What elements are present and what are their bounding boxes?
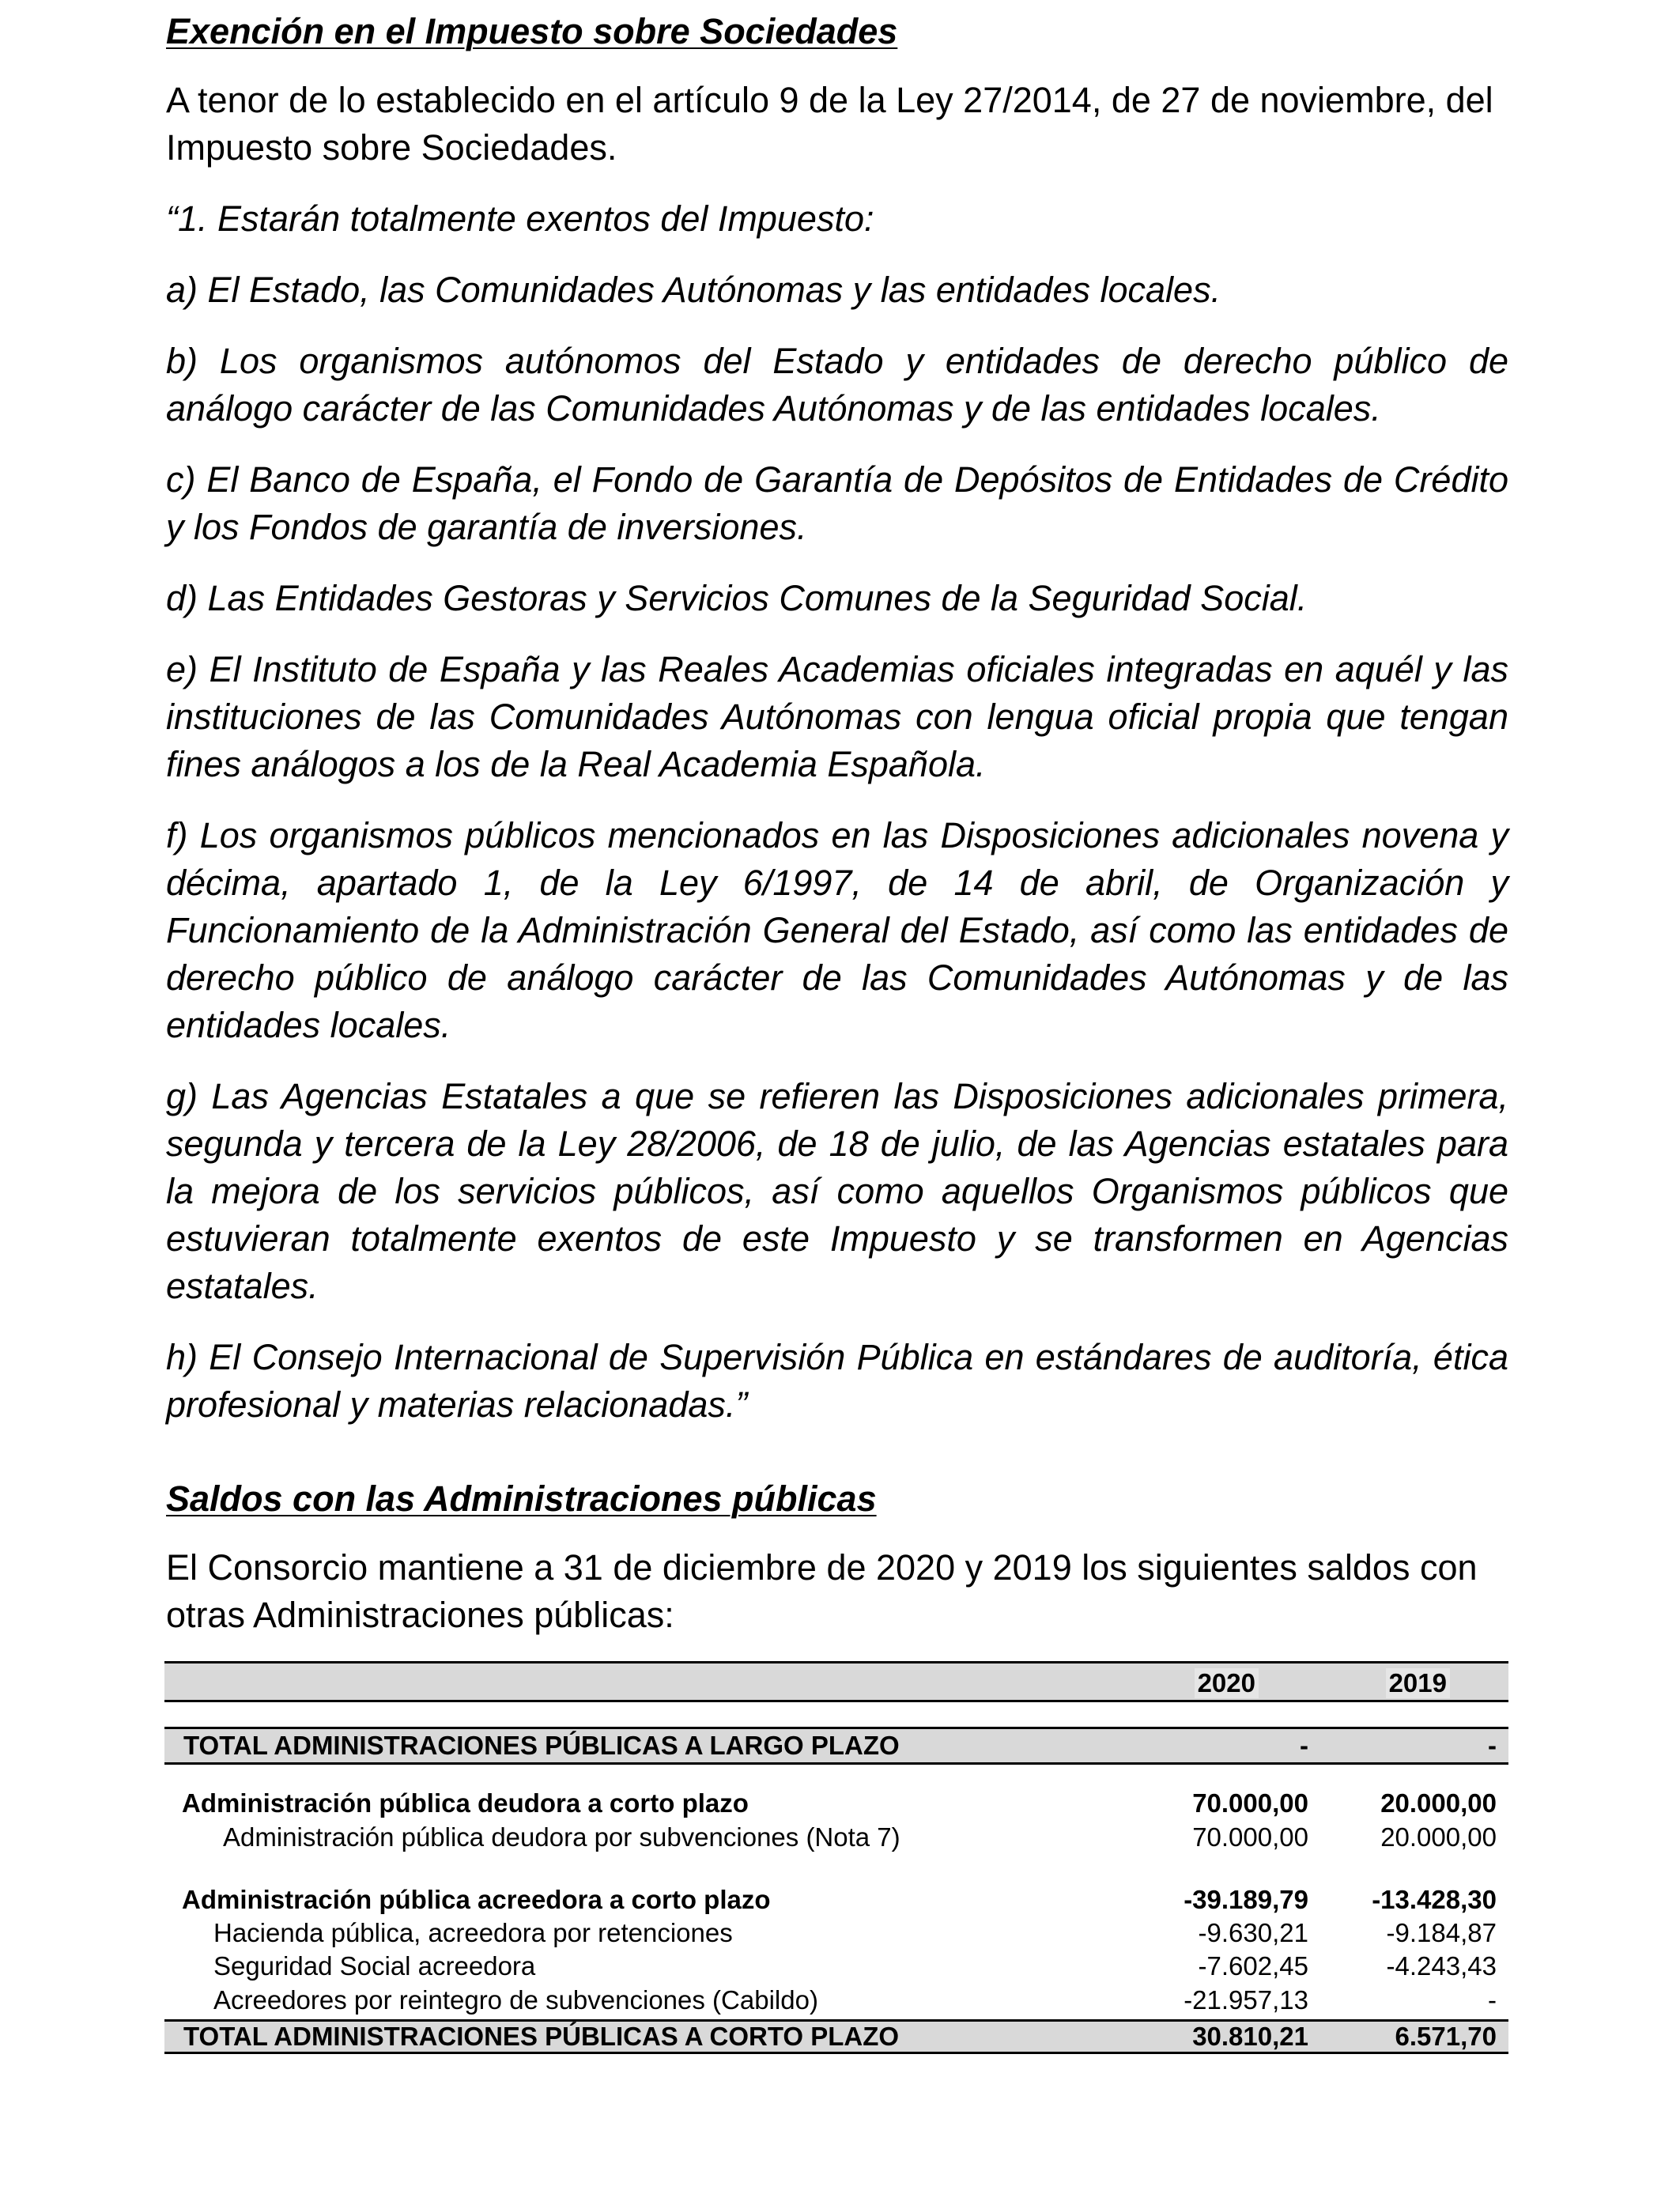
row-label: TOTAL ADMINISTRACIONES PÚBLICAS A CORTO PLAZO [183, 2022, 900, 2051]
value-2019: - [1488, 1985, 1497, 2015]
value-2020: -39.189,79 [1184, 1885, 1308, 1914]
value-2019: -13.428,30 [1372, 1885, 1497, 1914]
intro-paragraph: A tenor de lo establecido en el artículo 9 de la Ley 27/2014, de 27 de noviembre, del Impuesto sobre Sociedades. [166, 80, 1493, 168]
value-2020: 70.000,00 [1192, 1788, 1308, 1818]
creditor-subtotal-row [164, 1885, 1508, 1916]
list-item-h: h) El Consejo Internacional de Supervisión Pública en estándares de auditoría, ética profesional y materias relacionadas.” [166, 1337, 1508, 1425]
list-item-g: g) Las Agencias Estatales a que se refieren las Disposiciones adicionales primera, segunda y tercera de la Ley 28/2006, de 18 de julio, de las Agencias estatales para la mejora de los servicios públicos, así como aquellos Organismos públicos que estuvieran totalmente exentos de este Impuesto y se transformen en Agencias estatales. [166, 1076, 1508, 1306]
row-label: TOTAL ADMINISTRACIONES PÚBLICAS A LARGO PLAZO [183, 1731, 900, 1760]
table-row [164, 1822, 1508, 1854]
quote-opening: “1. Estarán totalmente exentos del Impuesto: [166, 198, 874, 239]
document-body [166, 0, 1508, 1639]
list-item-c: c) El Banco de España, el Fondo de Garantía de Depósitos de Entidades de Crédito y los Fondos de garantía de inversiones. [166, 459, 1508, 547]
value-2019: -4.243,43 [1386, 1951, 1497, 1981]
row-label: Administración pública deudora por subvenciones (Nota 7) [223, 1822, 900, 1852]
section-heading-saldos: Saldos con las Administraciones públicas [166, 1478, 877, 1519]
debtor-subtotal-row [164, 1788, 1508, 1820]
value-2019: 6.571,70 [1395, 2022, 1497, 2051]
short-term-total-row [164, 2019, 1508, 2054]
list-item-e: e) El Instituto de España y las Reales Academias oficiales integradas en aquél y las instituciones de las Comunidades Autónomas con lengua oficial propia que tengan fines análogos a los de la Real Academia Española. [166, 649, 1508, 784]
table-header [164, 1661, 1508, 1702]
value-2019: 20.000,00 [1380, 1822, 1497, 1852]
value-2020: 70.000,00 [1192, 1822, 1308, 1852]
value-2019: - [1488, 1731, 1497, 1760]
balances-table [164, 1661, 1508, 2051]
value-2020: -9.630,21 [1198, 1918, 1308, 1947]
long-term-total-row [164, 1727, 1508, 1765]
list-item-f: f) Los organismos públicos mencionados en las Disposiciones adicionales novena y décima, apartado 1, de la Ley 6/1997, de 14 de abril, de Organización y Funcionamiento de la Administración General del Estado, así como las entidades de derecho público de análogo carácter de las Comunidades Autónomas y de las entidades locales. [166, 815, 1508, 1045]
row-label: Administración pública deudora a corto plazo [182, 1788, 749, 1818]
value-2020: - [1300, 1731, 1308, 1760]
row-label: Seguridad Social acreedora [213, 1951, 536, 1981]
column-header-2019: 2019 [1386, 1668, 1450, 1698]
value-2020: -21.957,13 [1184, 1985, 1308, 2015]
list-item-d: d) Las Entidades Gestoras y Servicios Comunes de la Seguridad Social. [166, 578, 1308, 618]
column-header-2020: 2020 [1195, 1668, 1259, 1698]
table-row [164, 1985, 1508, 2017]
list-item-b: b) Los organismos autónomos del Estado y entidades de derecho público de análogo carácter de las Comunidades Autónomas y de las entidades locales. [166, 341, 1508, 429]
saldos-intro-paragraph: El Consorcio mantiene a 31 de diciembre de 2020 y 2019 los siguientes saldos con otras Administraciones públicas: [166, 1547, 1478, 1635]
row-label: Acreedores por reintegro de subvenciones (Cabildo) [213, 1985, 818, 2015]
list-item-a: a) El Estado, las Comunidades Autónomas y las entidades locales. [166, 270, 1221, 310]
table-row [164, 1918, 1508, 1950]
row-label: Hacienda pública, acreedora por retenciones [213, 1918, 733, 1947]
value-2019: 20.000,00 [1380, 1788, 1497, 1818]
value-2019: -9.184,87 [1386, 1918, 1497, 1947]
row-label: Administración pública acreedora a corto plazo [182, 1885, 771, 1914]
value-2020: 30.810,21 [1192, 2022, 1308, 2051]
value-2020: -7.602,45 [1198, 1951, 1308, 1981]
section-heading-exencion: Exención en el Impuesto sobre Sociedades [166, 11, 898, 51]
table-row [164, 1951, 1508, 1983]
